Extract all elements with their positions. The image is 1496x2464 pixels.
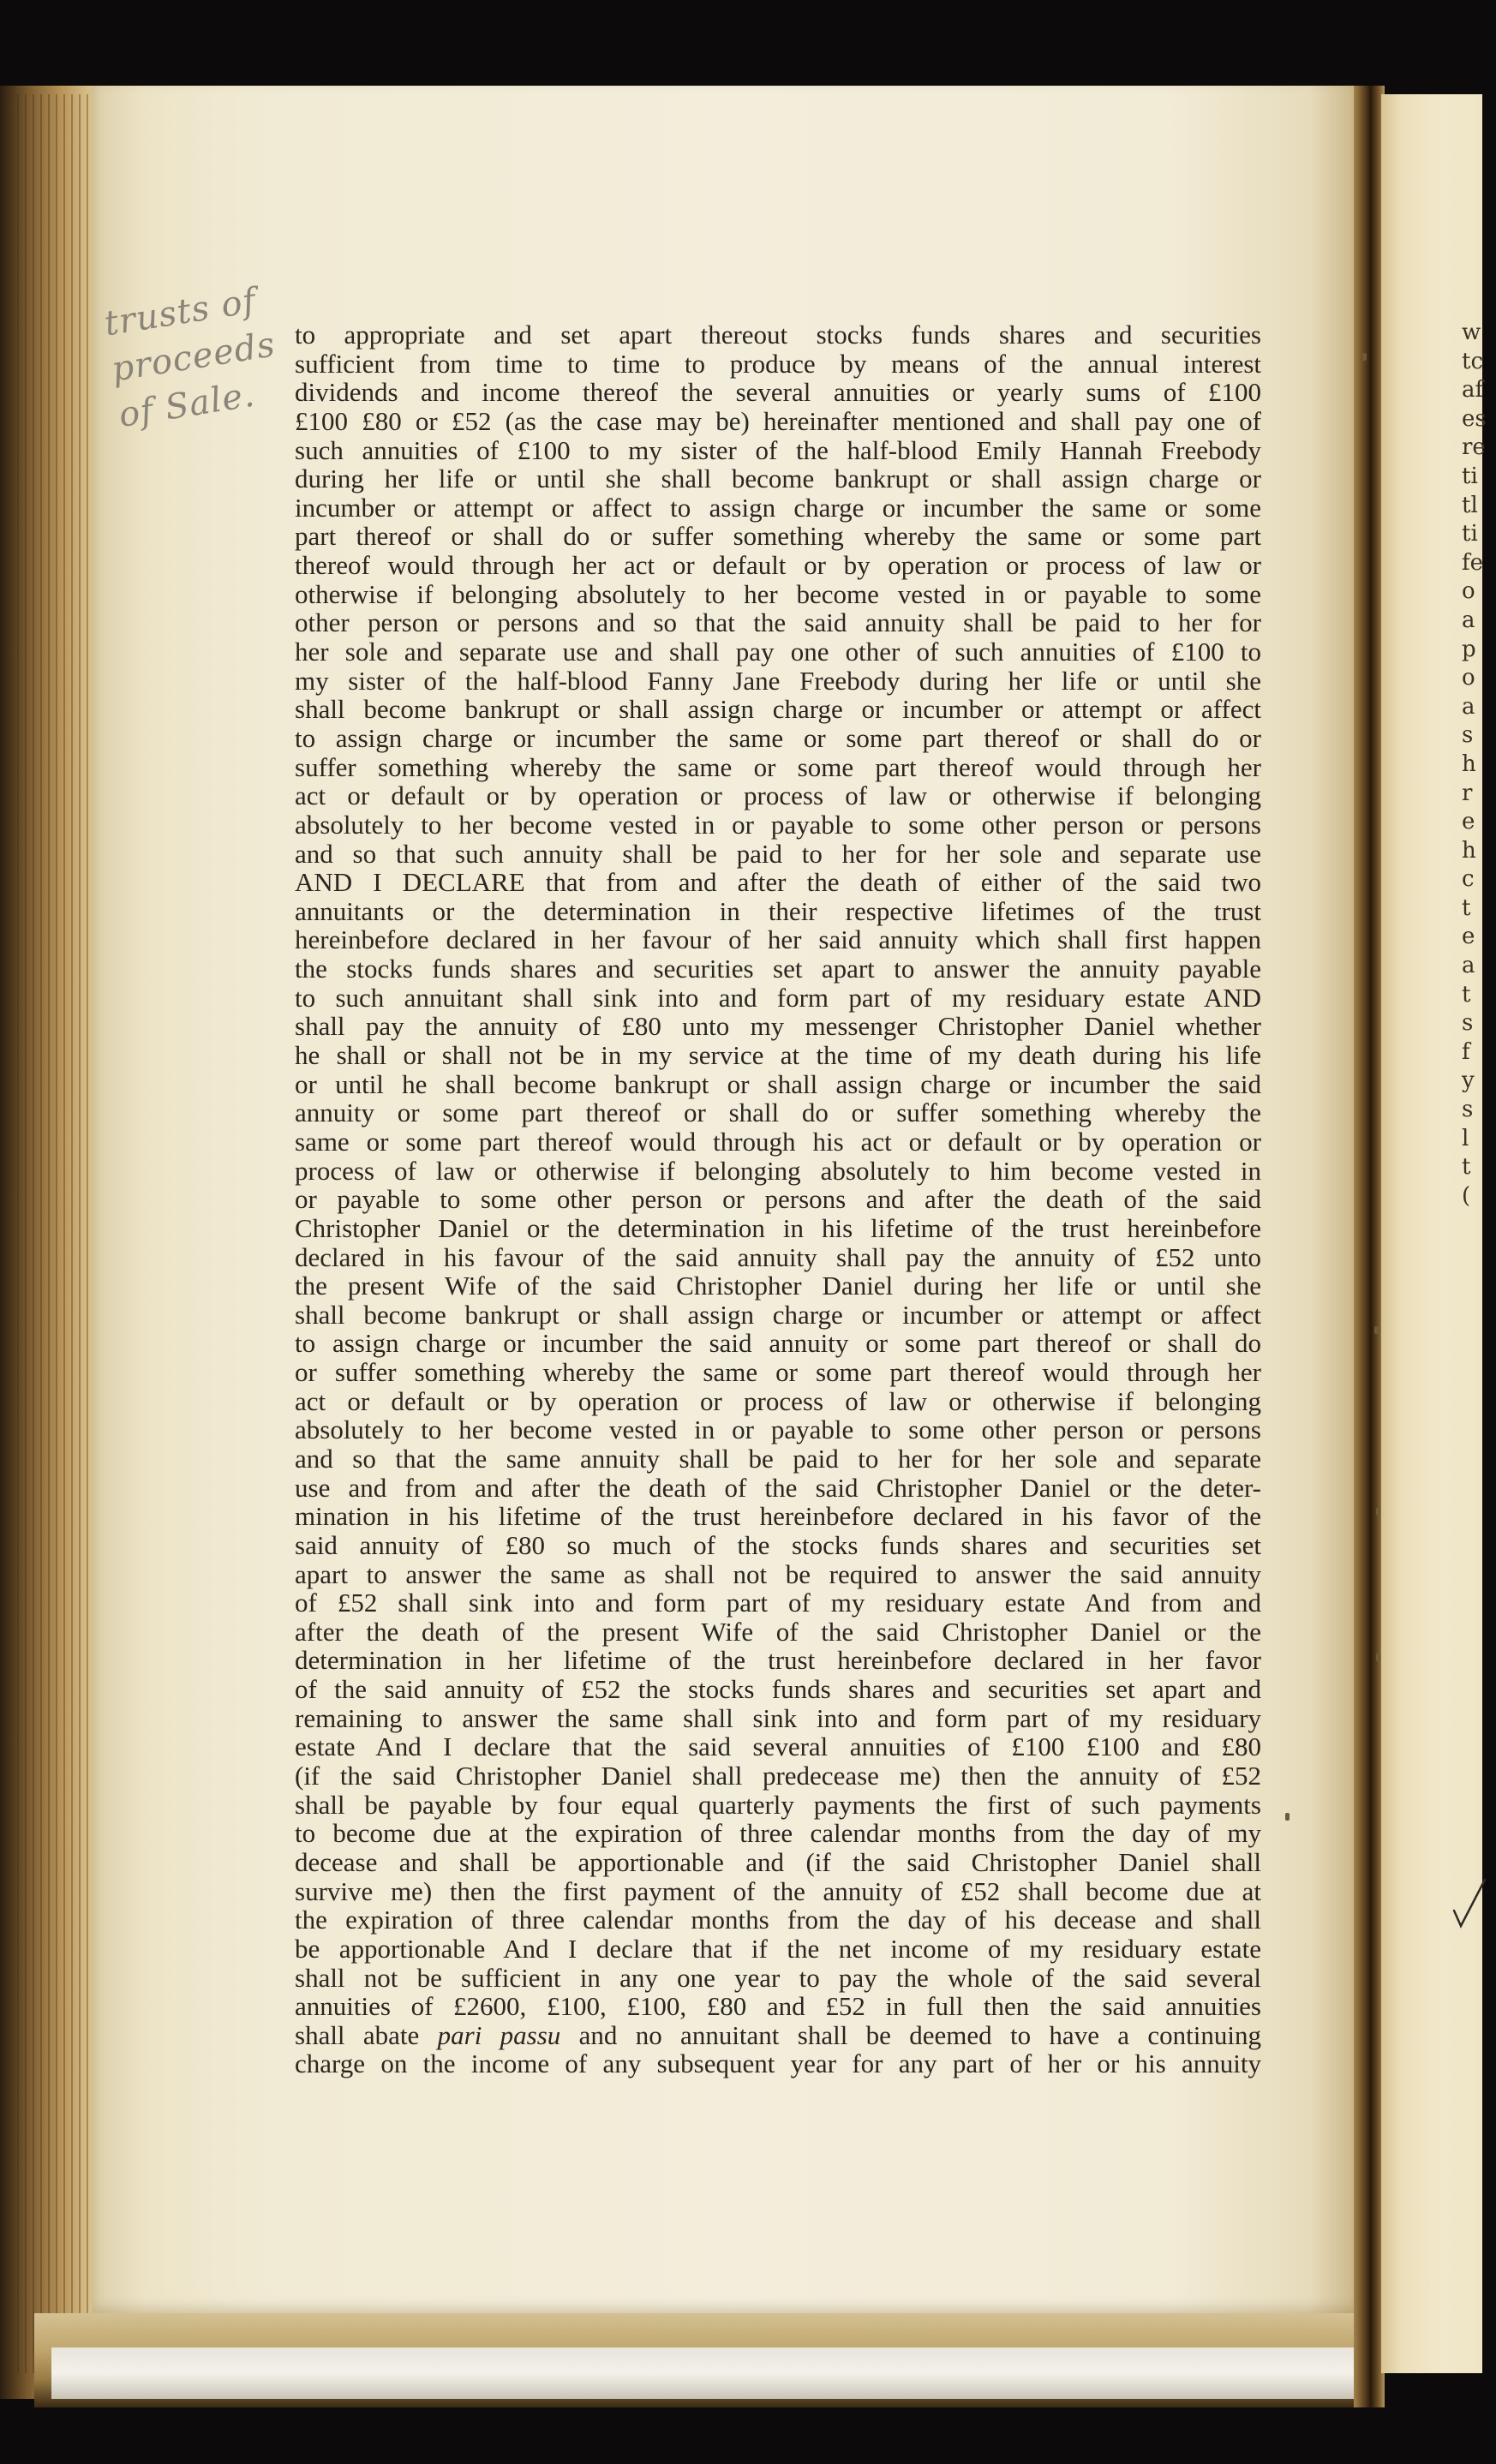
margin-note-line: of Sale. [116,374,258,436]
text-line: shall pay the annuity of £80 unto my messenger Christopher Daniel whether [295,1011,1261,1042]
text-line: or suffer something whereby the same or some part thereof would through her [295,1357,1261,1388]
text-line: incumber or attempt or affect to assign charge or incumber the same or some [295,492,1261,523]
facing-page-line-fragment: s [1462,1097,1474,1123]
handwritten-margin-note [101,275,292,439]
text-line: survive me) then the first payment of the annuity of £52 shall become due at [295,1875,1261,1906]
text-line: shall become bankrupt or shall assign charge or incumber or attempt or affect [295,1299,1261,1330]
facing-page-line-fragment: c [1462,866,1475,893]
text-line: to assign charge or incumber the said annuity or some part thereof or shall do [295,1328,1261,1359]
facing-page-line-fragment: l [1462,1125,1469,1151]
text-line: and so that such annuity shall be paid to her for her sole and separate use [295,838,1261,869]
text-line: shall be payable by four equal quarterly payments the first of such payments [295,1789,1261,1820]
text-line: otherwise if belonging absolutely to her become vested in or payable to some [295,578,1261,609]
facing-page-line-fragment: ti [1462,463,1478,489]
book-gutter [1354,86,1385,2407]
facing-page-line-fragment: a [1462,953,1475,979]
facing-page-line-fragment: af [1462,377,1484,404]
facing-page-line-fragment: fe [1462,549,1484,576]
text-line: remaining to answer the same shall sink into and form part of my residuary [295,1702,1261,1733]
text-line: and so that the same annuity shall be paid to her for her sole and separate [295,1443,1261,1474]
text-line: decease and shall be apportionable and (if the said Christopher Daniel shall [295,1846,1261,1877]
facing-page-line-fragment: re [1462,434,1486,461]
text-line: absolutely to her become vested in or payable to some other person or persons [295,809,1261,840]
facing-page-line-fragment: w [1462,320,1481,345]
facing-page-line-fragment: t [1462,894,1471,921]
page-speck [1376,1654,1380,1661]
bottom-paper-edge [51,2347,1362,2399]
page-speck [1374,1326,1379,1334]
text-line: act or default or by operation or process of law or otherwise if belonging [295,1385,1261,1416]
facing-page-line-fragment: s [1462,1010,1474,1037]
text-line: during her life or until she shall become bankrupt or shall assign charge or [295,463,1261,494]
text-line: AND I DECLARE that from and after the death of either of the said two [295,867,1261,898]
text-line: the expiration of three calendar months from the day of his decease and shall [295,1905,1261,1935]
facing-page-line-fragment: y [1462,1068,1475,1094]
text-line: shall not be sufficient in any one year to pay the whole of the said several [295,1962,1261,1993]
facing-page-line-fragment: o [1462,665,1475,691]
text-line: sufficient from time to time to produce by means of the annual interest [295,348,1261,379]
text-line: of £52 shall sink into and form part of my residuary estate And from and [295,1588,1261,1618]
text-line: £100 £80 or £52 (as the case may be) hereinafter mentioned and shall pay one of [295,405,1261,436]
margin-note-line: trusts of [101,280,260,344]
facing-page-line-fragment: h [1462,751,1476,777]
facing-page-line-fragment: a [1462,607,1475,633]
italic-phrase: pari passu [437,2019,561,2050]
facing-page-line-fragment: h [1462,837,1476,864]
text-line: to appropriate and set apart thereout stocks funds shares and securities [295,320,1261,350]
text-line: to assign charge or incumber the same or some part thereof or shall do or [295,722,1261,753]
text-line: apart to answer the same as shall not be required to answer the said annuity [295,1558,1261,1589]
body-text [295,320,1261,2078]
page-speck [1362,353,1367,361]
facing-page-line-fragment: es [1462,405,1487,432]
text-line: use and from and after the death of the said Christopher Daniel or the deter- [295,1472,1261,1503]
facing-page-line-fragment: e [1462,924,1475,950]
text-line: absolutely to her become vested in or payable to some other person or persons [295,1414,1261,1445]
text-line: to become due at the expiration of three calendar months from the day of my [295,1818,1261,1849]
text-line: my sister of the half-blood Fanny Jane Freebody during her life or until she [295,665,1261,696]
facing-page-line-fragment: t [1462,1154,1471,1181]
text-line: her sole and separate use and shall pay one other of such annuities of £100 to [295,637,1261,667]
facing-page-line-fragment: o [1462,578,1475,605]
facing-page-line-fragment: r [1462,780,1473,806]
page-speck [1376,1508,1380,1516]
facing-page-line-fragment: ti [1462,521,1478,547]
text-line: or payable to some other person or persons and after the death of the said [295,1184,1261,1215]
text-line: charge on the income of any subsequent year for any part of her or his annuity [295,2048,1261,2079]
text-line: annuity or some part thereof or shall do or suffer something whereby the [295,1097,1261,1128]
text-line: shall become bankrupt or shall assign charge or incumber or attempt or affect [295,694,1261,725]
text-line: (if the said Christopher Daniel shall predecease me) then the annuity of £52 [295,1761,1261,1791]
facing-page-line-fragment: tl [1462,492,1478,518]
text-line: estate And I declare that the said several annuities of £100 £100 and £80 [295,1731,1261,1762]
text-line: act or default or by operation or process of law or otherwise if belonging [295,780,1261,811]
text-line: determination in her lifetime of the trust hereinbefore declared in her favor [295,1645,1261,1676]
facing-page-line-fragment: p [1462,636,1476,662]
text-line: other person or persons and so that the said annuity shall be paid to her for [295,607,1261,638]
text-line: to such annuitant shall sink into and form part of my residuary estate AND [295,982,1261,1013]
text-line: hereinbefore declared in her favour of her said annuity which shall first happen [295,924,1261,955]
facing-page-line-fragment: f [1462,1038,1470,1065]
page-speck [1285,1813,1290,1821]
text-line: be apportionable And I declare that if the net income of my residuary estate [295,1933,1261,1964]
text-line: or until he shall become bankrupt or shall assign charge or incumber the said [295,1068,1261,1099]
text-line: Christopher Daniel or the determination in his lifetime of the trust hereinbefore [295,1212,1261,1243]
text-line: same or some part thereof would through his act or default or by operation or [295,1126,1261,1157]
pencil-tick-mark-icon [1452,1875,1487,1935]
facing-page-line-fragment: t [1462,981,1471,1008]
facing-page-line-fragment: ( [1462,1182,1471,1209]
text-line: he shall or shall not be in my service at the time of my death during his life [295,1040,1261,1071]
text-line: the present Wife of the said Christopher Daniel during her life or until she [295,1271,1261,1301]
text-line: the stocks funds shares and securities set apart to answer the annuity payable [295,954,1261,984]
text-line: such annuities of £100 to my sister of the half-blood Emily Hannah Freebody [295,434,1261,465]
margin-note-line: proceeds [109,325,278,390]
facing-page-line-fragment: e [1462,809,1475,835]
text-line: shall abate pari passu and no annuitant shall be deemed to have a continuing [295,2019,1261,2050]
text-line: thereof would through her act or default or by operation or process of law or [295,550,1261,581]
page-edge-lines [17,94,94,2373]
text-line: dividends and income thereof the several annuities or yearly sums of £100 [295,377,1261,408]
text-line: suffer something whereby the same or some part thereof would through her [295,751,1261,782]
text-line: part thereof or shall do or suffer something whereby the same or some part [295,521,1261,552]
facing-page-text [1462,319,1496,1211]
text-line: declared in his favour of the said annuity shall pay the annuity of £52 unto [295,1241,1261,1272]
text-line: annuities of £2600, £100, £100, £80 and £52 in full then the said annuities [295,1991,1261,2022]
text-line: annuitants or the determination in their respective lifetimes of the trust [295,895,1261,926]
text-line: process of law or otherwise if belonging absolutely to him become vested in [295,1155,1261,1186]
facing-page-line-fragment: a [1462,693,1475,720]
text-line: said annuity of £80 so much of the stocks funds shares and securities set [295,1529,1261,1560]
text-line: mination in his lifetime of the trust hereinbefore declared in his favor of the [295,1501,1261,1532]
text-line: of the said annuity of £52 the stocks funds shares and securities set apart and [295,1674,1261,1705]
facing-page-line-fragment: s [1462,722,1474,749]
text-line: after the death of the present Wife of the said Christopher Daniel or the [295,1616,1261,1647]
facing-page-line-fragment: tc [1462,348,1484,374]
